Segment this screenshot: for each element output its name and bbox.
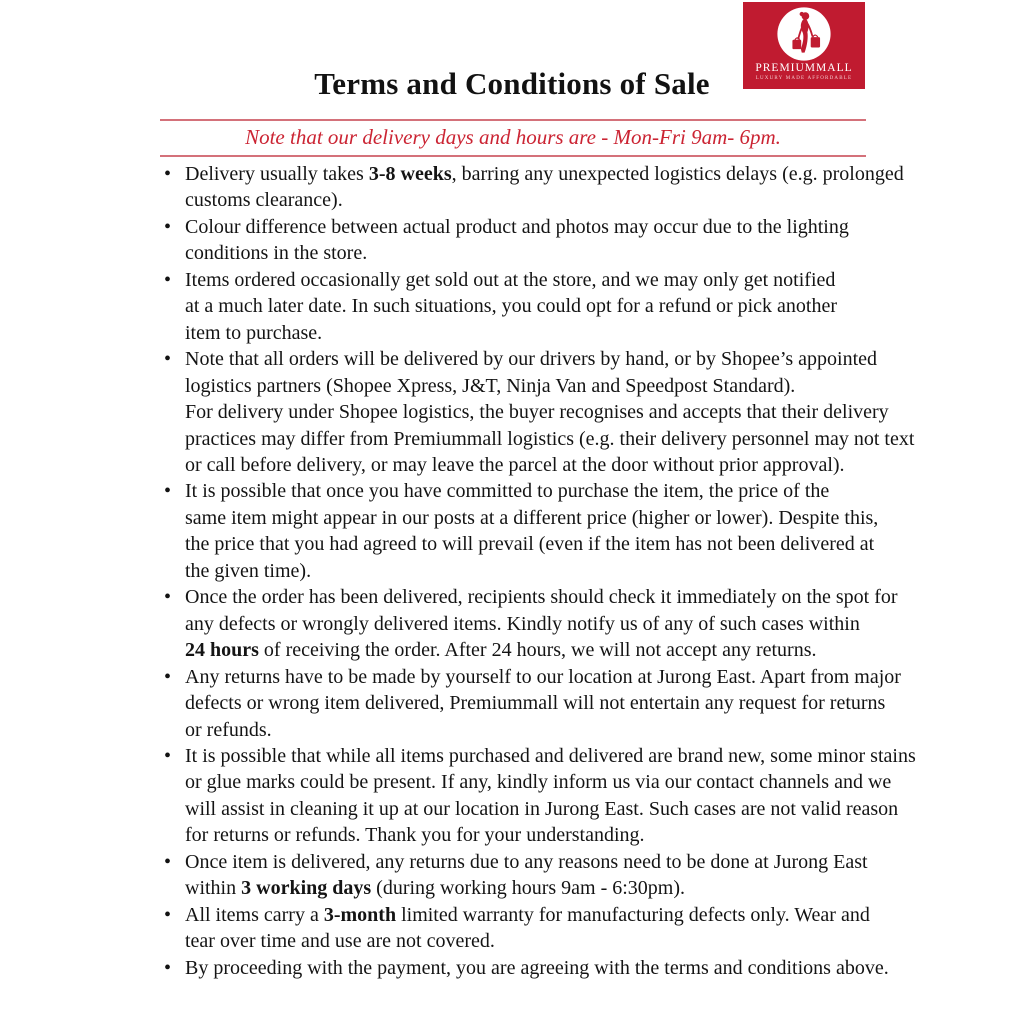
bullet-line: will assist in cleaning it up at our location in Jurong East. Such cases are not valid reason [185,797,899,820]
bullet-line: • Items ordered occasionally get sold out at the store, and we may only get notified [185,268,836,291]
bullet-line: within 3 working days (during working hours 9am - 6:30pm). [185,877,686,900]
bullet-line: • Any returns have to be made by yourself to our location at Jurong East. Apart from major [185,665,901,688]
bullet-line: the price that you had agreed to will prevail (even if the item has not been delivered at [185,533,875,556]
bullet-line: or call before delivery, or may leave the parcel at the door without prior approval). [185,453,845,476]
brand-logo [743,2,865,89]
bullet-line: • Note that all orders will be delivered by our drivers by hand, or by Shopee’s appointed [185,348,878,371]
logo-tagline: LUXURY MADE AFFORDABLE [755,76,853,81]
bullet-line: or glue marks could be present. If any, kindly inform us via our contact channels and we [185,771,892,794]
logo-name: PREMIUMMALL [755,62,853,74]
bullet-line: • Once item is delivered, any returns due to any reasons need to be done at Jurong East [185,850,868,873]
terms-bullet-item [160,478,879,584]
bullet-line: • All items carry a 3-month limited warranty for manufacturing defects only. Wear and [185,903,870,926]
bullet-line: For delivery under Shopee logistics, the buyer recognises and accepts that their delivery [185,401,889,424]
terms-bullet-item [160,214,876,267]
bullet-line: or refunds. [185,718,272,741]
bullet-line: same item might appear in our posts at a different price (higher or lower). Despite this, [185,506,879,529]
bullet-line: tear over time and use are not covered. [185,930,495,953]
bullet-line: at a much later date. In such situations, you could opt for a refund or pick another [185,295,838,318]
bullet-line: conditions in the store. [185,242,368,265]
terms-list [160,161,916,981]
bullet-line: customs clearance). [185,189,343,212]
bullet-line: • Once the order has been delivered, recipients should check it immediately on the spot for [185,586,898,609]
bullet-line: • It is possible that while all items purchased and delivered are brand new, some minor stains [185,744,916,767]
terms-bullet-item [160,902,876,955]
delivery-note-text: Note that our delivery days and hours are - Mon-Fri 9am- 6pm. [245,125,781,149]
bullet-line: • By proceeding with the payment, you are agreeing with the terms and conditions above. [185,956,889,979]
terms-bullet-item [160,664,901,743]
terms-bullet-item [160,267,876,346]
terms-bullet-item [160,743,916,849]
bullet-line: • It is possible that once you have committed to purchase the item, the price of the [185,480,830,503]
terms-bullet-item [160,849,876,902]
terms-bullet-item [160,955,889,981]
bullet-line: defects or wrong item delivered, Premiummall will not entertain any request for returns [185,692,886,715]
terms-bullet-item [160,161,904,214]
bullet-line: any defects or wrongly delivered items. Kindly notify us of any of such cases within [185,612,860,635]
delivery-note-banner [160,119,866,157]
bullet-line: item to purchase. [185,321,323,344]
bullet-line: the given time). [185,559,312,582]
terms-bullet-item [160,584,898,663]
bullet-line: logistics partners (Shopee Xpress, J&T, Ninja Van and Speedpost Standard). [185,374,796,397]
page-title: Terms and Conditions of Sale [314,66,710,101]
bullet-line: practices may differ from Premiummall logistics (e.g. their delivery personnel may not text [185,427,915,450]
bullet-line: for returns or refunds. Thank you for your understanding. [185,824,645,847]
shopping-lady-icon [776,2,832,62]
bullet-line: • Delivery usually takes 3-8 weeks, barring any unexpected logistics delays (e.g. prolonged [185,163,904,185]
terms-bullet-item [160,346,915,478]
bullet-line: • Colour difference between actual product and photos may occur due to the lighting [185,215,849,238]
bullet-line: 24 hours of receiving the order. After 24 hours, we will not accept any returns. [185,639,817,662]
